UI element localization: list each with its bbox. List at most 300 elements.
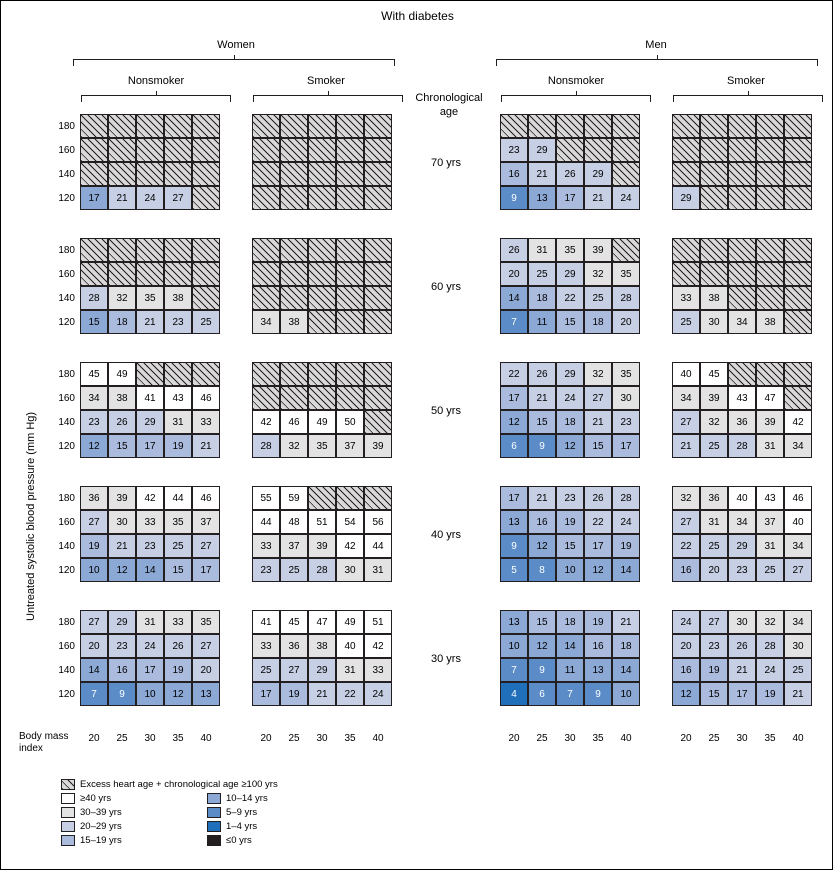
heatmap-cell (192, 114, 220, 138)
heatmap-cell: 21 (528, 162, 556, 186)
heatmap-cell (728, 114, 756, 138)
heatmap-cell: 32 (756, 610, 784, 634)
heatmap-cell (108, 238, 136, 262)
heatmap-cell (612, 238, 640, 262)
legend-swatch-6 (207, 821, 221, 832)
sbp-tick-label: 120 (58, 689, 75, 700)
group-label-women: Women (217, 39, 255, 51)
heatmap-cell: 19 (584, 610, 612, 634)
heatmap-cell (80, 262, 108, 286)
heatmap-cell (280, 162, 308, 186)
bmi-tick-label: 30 (316, 733, 328, 744)
heatmap-cell: 14 (556, 634, 584, 658)
heatmap-cell: 21 (612, 610, 640, 634)
heatmap-cell (164, 162, 192, 186)
sbp-tick-label: 120 (58, 441, 75, 452)
heatmap-cell: 39 (364, 434, 392, 458)
heatmap-cell (252, 186, 280, 210)
heatmap-cell (336, 386, 364, 410)
heatmap-cell (108, 114, 136, 138)
heatmap-panel (81, 487, 221, 583)
heatmap-cell: 46 (784, 486, 812, 510)
heatmap-cell: 20 (612, 310, 640, 334)
heatmap-cell: 44 (252, 510, 280, 534)
heatmap-cell (756, 162, 784, 186)
legend-label-4: 10–14 yrs (226, 793, 268, 804)
heatmap-cell (784, 114, 812, 138)
heatmap-cell: 21 (108, 534, 136, 558)
heatmap-cell: 15 (80, 310, 108, 334)
heatmap-cell (80, 138, 108, 162)
heatmap-cell (756, 186, 784, 210)
sbp-tick-label: 160 (58, 145, 75, 156)
heatmap-cell: 21 (528, 486, 556, 510)
heatmap-cell: 23 (700, 634, 728, 658)
heatmap-cell: 36 (728, 410, 756, 434)
heatmap-cell: 9 (108, 682, 136, 706)
heatmap-cell: 25 (164, 534, 192, 558)
heatmap-cell (136, 362, 164, 386)
heatmap-cell: 12 (556, 434, 584, 458)
legend-swatch-0 (61, 793, 75, 804)
heatmap-cell: 35 (612, 362, 640, 386)
heatmap-cell: 16 (108, 658, 136, 682)
heatmap-cell (308, 362, 336, 386)
heatmap-cell: 39 (308, 534, 336, 558)
heatmap-cell (280, 238, 308, 262)
legend-swatch-2 (61, 821, 75, 832)
heatmap-cell: 45 (700, 362, 728, 386)
sbp-tick-label: 140 (58, 169, 75, 180)
heatmap-cell: 19 (164, 658, 192, 682)
heatmap-cell: 13 (528, 186, 556, 210)
heatmap-cell: 13 (500, 510, 528, 534)
bmi-tick-label: 25 (708, 733, 720, 744)
heatmap-cell: 24 (556, 386, 584, 410)
heatmap-cell (784, 286, 812, 310)
heatmap-cell (252, 286, 280, 310)
heatmap-cell: 7 (500, 310, 528, 334)
heatmap-cell: 40 (672, 362, 700, 386)
sbp-tick-label: 140 (58, 665, 75, 676)
heatmap-cell: 15 (584, 434, 612, 458)
bmi-tick-label: 30 (144, 733, 156, 744)
heatmap-cell: 17 (252, 682, 280, 706)
x-axis-title-line2: index (19, 743, 43, 754)
heatmap-cell: 20 (700, 558, 728, 582)
heatmap-cell: 18 (556, 410, 584, 434)
heatmap-cell: 23 (252, 558, 280, 582)
heatmap-cell (108, 262, 136, 286)
heatmap-panel (501, 487, 641, 583)
sbp-tick-label: 180 (58, 617, 75, 628)
heatmap-cell (728, 286, 756, 310)
heatmap-cell: 27 (784, 558, 812, 582)
heatmap-cell: 28 (252, 434, 280, 458)
heatmap-cell (756, 114, 784, 138)
heatmap-cell (364, 362, 392, 386)
sbp-tick-label: 180 (58, 493, 75, 504)
bmi-tick-label: 20 (680, 733, 692, 744)
heatmap-cell: 31 (756, 434, 784, 458)
x-axis-title (19, 731, 79, 755)
heatmap-cell (192, 362, 220, 386)
heatmap-cell (612, 114, 640, 138)
heatmap-cell (136, 138, 164, 162)
heatmap-cell (556, 138, 584, 162)
subgroup-label-women-smoker: Smoker (307, 75, 345, 87)
bmi-tick-label: 40 (200, 733, 212, 744)
bmi-tick-label: 30 (564, 733, 576, 744)
heatmap-cell: 9 (500, 534, 528, 558)
heatmap-cell: 17 (500, 386, 528, 410)
heatmap-cell: 35 (612, 262, 640, 286)
heatmap-cell (672, 114, 700, 138)
heatmap-cell: 18 (584, 310, 612, 334)
heatmap-cell: 43 (164, 386, 192, 410)
brace-men-nonsmoker (501, 95, 651, 102)
heatmap-cell: 13 (192, 682, 220, 706)
bmi-tick-label: 35 (764, 733, 776, 744)
heatmap-cell (672, 262, 700, 286)
legend-label-1: 30–39 yrs (80, 807, 122, 818)
heatmap-cell (756, 238, 784, 262)
bmi-tick-label: 20 (88, 733, 100, 744)
heatmap-cell: 38 (756, 310, 784, 334)
heatmap-cell: 17 (500, 486, 528, 510)
heatmap-cell: 28 (756, 634, 784, 658)
heatmap-cell: 19 (80, 534, 108, 558)
heatmap-cell (672, 138, 700, 162)
subgroup-label-men-nonsmoker: Nonsmoker (547, 75, 605, 87)
heatmap-cell (308, 238, 336, 262)
heatmap-cell (528, 114, 556, 138)
heatmap-cell: 7 (80, 682, 108, 706)
heatmap-cell: 29 (136, 410, 164, 434)
sbp-tick-label: 160 (58, 269, 75, 280)
heatmap-cell: 25 (192, 310, 220, 334)
heatmap-cell: 40 (784, 510, 812, 534)
heatmap-cell: 28 (308, 558, 336, 582)
age-label: 60 yrs (431, 281, 461, 293)
age-label: 30 yrs (431, 653, 461, 665)
heatmap-cell (192, 262, 220, 286)
heatmap-cell (308, 486, 336, 510)
heatmap-cell: 11 (556, 658, 584, 682)
heatmap-cell: 19 (556, 510, 584, 534)
legend-item-7 (207, 835, 327, 846)
heatmap-cell: 16 (528, 510, 556, 534)
heatmap-cell: 27 (80, 510, 108, 534)
heatmap-cell (784, 138, 812, 162)
heatmap-cell: 25 (252, 658, 280, 682)
heatmap-cell: 25 (528, 262, 556, 286)
heatmap-cell: 30 (728, 610, 756, 634)
heatmap-cell: 31 (756, 534, 784, 558)
heatmap-cell (308, 138, 336, 162)
heatmap-cell (192, 162, 220, 186)
heatmap-cell: 33 (164, 610, 192, 634)
heatmap-cell: 34 (728, 510, 756, 534)
heatmap-cell: 13 (584, 658, 612, 682)
heatmap-cell: 19 (164, 434, 192, 458)
heatmap-cell (336, 186, 364, 210)
heatmap-cell: 38 (164, 286, 192, 310)
heatmap-cell (728, 262, 756, 286)
heatmap-cell (584, 114, 612, 138)
heatmap-cell (192, 286, 220, 310)
heatmap-cell: 34 (784, 610, 812, 634)
heatmap-cell: 23 (728, 558, 756, 582)
heatmap-cell (784, 162, 812, 186)
heatmap-cell (728, 162, 756, 186)
heatmap-cell: 34 (728, 310, 756, 334)
heatmap-cell (364, 186, 392, 210)
heatmap-cell (728, 138, 756, 162)
sbp-tick-label: 140 (58, 293, 75, 304)
heatmap-cell (136, 114, 164, 138)
heatmap-cell: 26 (164, 634, 192, 658)
heatmap-cell: 18 (556, 610, 584, 634)
legend-swatch-4 (207, 793, 221, 804)
heatmap-cell: 21 (584, 410, 612, 434)
age-label: 40 yrs (431, 529, 461, 541)
heatmap-panel (673, 115, 813, 211)
heatmap-cell (252, 162, 280, 186)
heatmap-cell: 21 (136, 310, 164, 334)
heatmap-cell (108, 162, 136, 186)
heatmap-cell: 12 (584, 558, 612, 582)
heatmap-panel (501, 363, 641, 459)
heatmap-cell: 17 (556, 186, 584, 210)
heatmap-cell: 42 (136, 486, 164, 510)
heatmap-cell: 49 (108, 362, 136, 386)
heatmap-cell: 12 (80, 434, 108, 458)
heatmap-cell: 24 (612, 186, 640, 210)
heatmap-cell: 9 (528, 658, 556, 682)
heatmap-cell: 4 (500, 682, 528, 706)
heatmap-cell: 49 (336, 610, 364, 634)
heatmap-cell: 17 (136, 434, 164, 458)
heatmap-cell: 27 (672, 410, 700, 434)
heatmap-cell: 15 (164, 558, 192, 582)
heatmap-cell: 47 (308, 610, 336, 634)
heatmap-cell: 28 (80, 286, 108, 310)
heatmap-cell: 35 (164, 510, 192, 534)
heatmap-cell (308, 286, 336, 310)
heatmap-cell (784, 310, 812, 334)
heatmap-cell: 33 (192, 410, 220, 434)
heatmap-cell (192, 186, 220, 210)
heatmap-cell: 10 (80, 558, 108, 582)
heatmap-cell (280, 114, 308, 138)
heatmap-cell: 30 (108, 510, 136, 534)
heatmap-cell (364, 286, 392, 310)
bmi-tick-label: 20 (260, 733, 272, 744)
heatmap-cell: 29 (556, 262, 584, 286)
heatmap-cell (336, 362, 364, 386)
heatmap-cell: 31 (136, 610, 164, 634)
legend-swatch-5 (207, 807, 221, 818)
heatmap-cell: 30 (612, 386, 640, 410)
heatmap-cell: 24 (136, 634, 164, 658)
heatmap-cell (308, 310, 336, 334)
heatmap-cell: 51 (364, 610, 392, 634)
heatmap-cell: 49 (308, 410, 336, 434)
heatmap-cell: 35 (136, 286, 164, 310)
heatmap-cell: 21 (528, 386, 556, 410)
heatmap-panel (673, 363, 813, 459)
sbp-tick-label: 160 (58, 641, 75, 652)
heatmap-cell (280, 386, 308, 410)
sbp-tick-label: 120 (58, 317, 75, 328)
heatmap-cell: 27 (700, 610, 728, 634)
heatmap-cell: 23 (164, 310, 192, 334)
heatmap-cell: 42 (336, 534, 364, 558)
heatmap-cell: 34 (672, 386, 700, 410)
heatmap-cell: 29 (728, 534, 756, 558)
heatmap-cell: 22 (556, 286, 584, 310)
heatmap-cell: 7 (556, 682, 584, 706)
heatmap-cell (756, 362, 784, 386)
heatmap-cell: 30 (784, 634, 812, 658)
heatmap-cell: 9 (528, 434, 556, 458)
heatmap-cell: 32 (672, 486, 700, 510)
heatmap-cell: 21 (672, 434, 700, 458)
heatmap-cell: 17 (612, 434, 640, 458)
heatmap-cell: 26 (528, 362, 556, 386)
heatmap-cell: 40 (728, 486, 756, 510)
heatmap-cell: 12 (108, 558, 136, 582)
bmi-tick-label: 25 (116, 733, 128, 744)
heatmap-cell: 10 (136, 682, 164, 706)
heatmap-cell: 33 (672, 286, 700, 310)
heatmap-cell (612, 162, 640, 186)
heatmap-cell: 46 (192, 386, 220, 410)
heatmap-cell (756, 262, 784, 286)
heatmap-cell: 12 (528, 634, 556, 658)
heatmap-cell (364, 138, 392, 162)
heatmap-cell: 12 (528, 534, 556, 558)
heatmap-cell: 31 (700, 510, 728, 534)
heatmap-cell: 45 (80, 362, 108, 386)
heatmap-cell: 36 (80, 486, 108, 510)
brace-men (496, 59, 818, 66)
heatmap-panel (673, 487, 813, 583)
subgroup-label-women-nonsmoker: Nonsmoker (127, 75, 185, 87)
heatmap-cell: 27 (192, 534, 220, 558)
heatmap-cell (336, 114, 364, 138)
heatmap-cell: 22 (336, 682, 364, 706)
heatmap-cell: 29 (556, 362, 584, 386)
heatmap-cell: 26 (556, 162, 584, 186)
heatmap-cell (364, 310, 392, 334)
heatmap-cell: 21 (728, 658, 756, 682)
heatmap-cell: 14 (80, 658, 108, 682)
heatmap-cell: 26 (584, 486, 612, 510)
heatmap-cell: 12 (500, 410, 528, 434)
legend-item-6 (207, 821, 327, 832)
heatmap-panel (81, 115, 221, 211)
sbp-tick-label: 180 (58, 245, 75, 256)
heatmap-cell (364, 410, 392, 434)
heatmap-cell: 5 (500, 558, 528, 582)
bmi-tick-label: 35 (172, 733, 184, 744)
heatmap-cell: 24 (672, 610, 700, 634)
heatmap-cell: 23 (136, 534, 164, 558)
heatmap-cell: 13 (500, 610, 528, 634)
heatmap-cell (308, 386, 336, 410)
heatmap-cell: 15 (528, 410, 556, 434)
heatmap-panel (501, 611, 641, 707)
heatmap-cell (364, 262, 392, 286)
heatmap-cell: 31 (336, 658, 364, 682)
heatmap-cell: 36 (280, 634, 308, 658)
legend-item-5 (207, 807, 327, 818)
bmi-tick-label: 35 (344, 733, 356, 744)
heatmap-cell: 25 (672, 310, 700, 334)
heatmap-cell: 25 (584, 286, 612, 310)
heatmap-cell: 18 (612, 634, 640, 658)
heatmap-cell (308, 162, 336, 186)
heatmap-cell (364, 162, 392, 186)
bmi-tick-label: 20 (508, 733, 520, 744)
heatmap-cell: 37 (756, 510, 784, 534)
heatmap-cell: 38 (308, 634, 336, 658)
heatmap-cell: 8 (528, 558, 556, 582)
heatmap-cell (500, 114, 528, 138)
heatmap-cell (364, 486, 392, 510)
heatmap-cell: 23 (108, 634, 136, 658)
heatmap-cell: 17 (80, 186, 108, 210)
heatmap-cell (280, 186, 308, 210)
heatmap-cell: 10 (500, 634, 528, 658)
heatmap-cell: 26 (500, 238, 528, 262)
heatmap-cell (192, 138, 220, 162)
heatmap-cell: 21 (784, 682, 812, 706)
heatmap-cell (700, 138, 728, 162)
heatmap-cell: 37 (192, 510, 220, 534)
heatmap-cell (308, 262, 336, 286)
heatmap-cell (164, 238, 192, 262)
heatmap-cell: 26 (108, 410, 136, 434)
heatmap-cell: 9 (500, 186, 528, 210)
heatmap-panel (253, 487, 393, 583)
heatmap-cell (252, 138, 280, 162)
legend-item-1 (61, 807, 181, 818)
legend-item-2 (61, 821, 181, 832)
heatmap-cell: 29 (672, 186, 700, 210)
heatmap-cell (336, 162, 364, 186)
heatmap-cell: 27 (164, 186, 192, 210)
heatmap-cell (80, 238, 108, 262)
heatmap-cell: 44 (164, 486, 192, 510)
heatmap-cell: 30 (336, 558, 364, 582)
heatmap-cell (728, 238, 756, 262)
heatmap-cell: 28 (612, 286, 640, 310)
heatmap-cell: 15 (556, 310, 584, 334)
heatmap-cell (700, 262, 728, 286)
heatmap-cell: 41 (136, 386, 164, 410)
heatmap-cell: 12 (672, 682, 700, 706)
heatmap-cell: 35 (192, 610, 220, 634)
heatmap-cell: 12 (164, 682, 192, 706)
group-label-men: Men (645, 39, 667, 51)
heatmap-cell: 15 (528, 610, 556, 634)
heatmap-cell: 21 (108, 186, 136, 210)
heatmap-cell: 42 (364, 634, 392, 658)
heatmap-cell: 32 (584, 262, 612, 286)
